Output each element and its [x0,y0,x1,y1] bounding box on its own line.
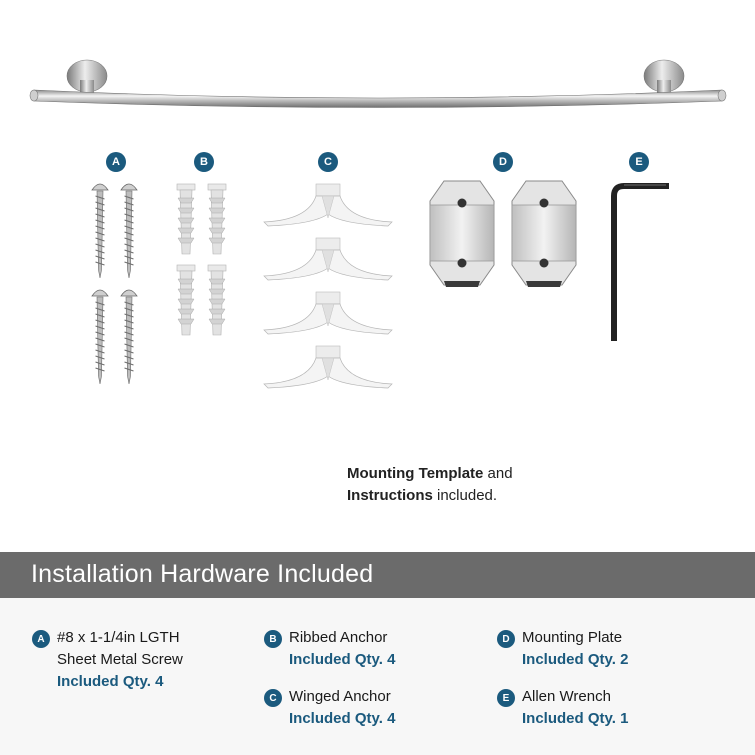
badge-a: A [106,152,126,172]
item-name-b: Ribbed Anchor [289,629,388,646]
hardware-list [0,598,755,755]
template-strong-1: Mounting Template [347,465,484,482]
item-name-e: Allen Wrench [522,688,611,705]
winged-anchors [264,184,392,388]
winged-anchor [264,346,392,388]
allen-wrench [614,185,666,338]
mounting-plates [430,181,576,287]
winged-anchor [264,292,392,334]
ribbed-anchor [208,184,226,254]
item-name-c: Winged Anchor [289,688,391,705]
screw [121,290,137,384]
ribbed-anchor [177,265,195,335]
item-name-d: Mounting Plate [522,629,623,646]
item-qty-a: Included Qty. 4 [57,673,164,690]
item-badge-c: C [264,689,282,707]
item-badge-a: A [32,630,50,648]
sheet-metal-screws [92,184,137,384]
badge-b: B [194,152,214,172]
template-caption [347,463,513,507]
template-end: included. [432,487,498,504]
template-mid: and [483,465,513,482]
banner-title: Installation Hardware Included [31,560,374,588]
item-qty-b: Included Qty. 4 [289,651,396,668]
ribbed-anchor [177,184,195,254]
item-qty-e: Included Qty. 1 [522,710,629,727]
towel-bar [30,60,726,108]
winged-anchor [264,184,392,226]
item-name-a: #8 x 1-1/4in LGTH [57,629,180,646]
screw [121,184,137,278]
item-badge-b: B [264,630,282,648]
section-banner [0,552,755,598]
item-badge-e: E [497,689,515,707]
item-badge-d: D [497,630,515,648]
item-qty-d: Included Qty. 2 [522,651,629,668]
ribbed-anchor [208,265,226,335]
winged-anchor [264,238,392,280]
item-name-a-line2: Sheet Metal Screw [57,651,183,668]
ribbed-anchors [177,184,226,335]
badge-e: E [629,152,649,172]
badge-d: D [493,152,513,172]
badge-c: C [318,152,338,172]
screw [92,290,108,384]
template-strong-2: Instructions [347,487,433,504]
template-box [196,445,569,522]
screw [92,184,108,278]
item-qty-c: Included Qty. 4 [289,710,396,727]
